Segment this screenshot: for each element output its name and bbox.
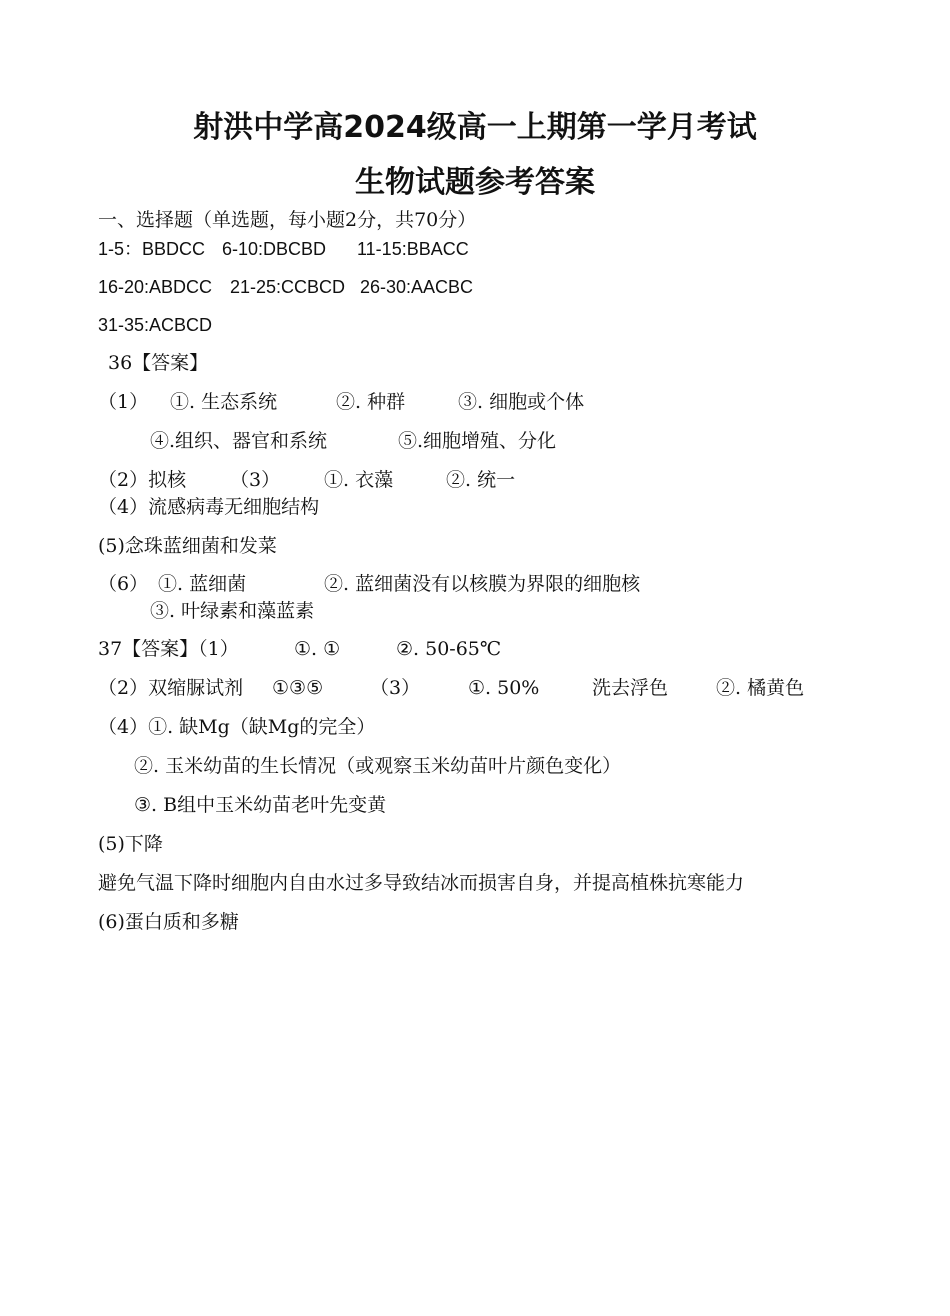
- q37-part6: (6)蛋白质和多糖: [98, 911, 239, 933]
- answer-row-3: 31-35:ACBCD: [98, 315, 213, 335]
- answer-group-16-20: 16-20:ABDCC: [98, 277, 213, 297]
- q36-part1-cont: [150, 429, 850, 453]
- section1-heading: 一、选择题（单选题，每小题2分，共70分）: [98, 209, 477, 231]
- q36-part1-answer4: ④.组织、器官和系统: [150, 430, 328, 452]
- q37-part3-answer1-note: 洗去浮色: [592, 677, 669, 699]
- q36-part6-answer2: ②. 蓝细菌没有以核膜为界限的细胞核: [324, 573, 641, 595]
- q37-part3-answer2: ②. 橘黄色: [716, 677, 805, 699]
- q37-part4-answer2: ②. 玉米幼苗的生长情况（或观察玉米幼苗叶片颜色变化）: [134, 755, 622, 777]
- q36-part6-answer3: ③. 叶绿素和藻蓝素: [150, 600, 315, 622]
- answer-row-1: [98, 237, 898, 261]
- q36-part6: [98, 572, 898, 596]
- answer-row-2: [98, 275, 898, 299]
- q37-part5-explanation: 避免气温下降时细胞内自由水过多导致结冰而损害自身，并提高植株抗寒能力: [98, 872, 745, 894]
- q36-part4: （4）流感病毒无细胞结构: [98, 496, 320, 518]
- q37-part1: [98, 637, 898, 661]
- q36-part3-answer2: ②. 统一: [446, 469, 516, 491]
- q36-part1-answer2: ②. 种群: [336, 391, 406, 413]
- q37-part1-answer2: ②. 50-65℃: [396, 638, 502, 660]
- q36-label: 36【答案】: [108, 352, 209, 374]
- q36-part1: [98, 390, 898, 414]
- q36-part6-answer1: ①. 蓝细菌: [158, 573, 247, 595]
- q37-part2: （2）双缩脲试剂: [98, 677, 244, 699]
- q36-part3-number: （3）: [230, 469, 281, 491]
- q36-part1-answer3: ③. 细胞或个体: [458, 391, 585, 413]
- answer-group-1-5: 1-5：BBDCC: [98, 239, 206, 259]
- q36-part2-3: [98, 468, 898, 492]
- answer-group-26-30: 26-30:AACBC: [360, 277, 474, 297]
- answer-group-6-10: 6-10:DBCBD: [222, 239, 327, 259]
- q37-part1-answer1: ①. ①: [294, 638, 341, 660]
- q36-part1-answer1: ①. 生态系统: [170, 391, 278, 413]
- q37-part3-answer1: ①. 50%: [468, 677, 540, 699]
- q36-part1-number: （1）: [98, 391, 149, 413]
- q37-part2-3: [98, 676, 898, 700]
- q37-part2-options: ①③⑤: [272, 677, 324, 699]
- q36-part1-answer5: ⑤.细胞增殖、分化: [398, 430, 557, 452]
- q36-part5: (5)念珠蓝细菌和发菜: [98, 535, 277, 557]
- q36-part2: （2）拟核: [98, 469, 187, 491]
- answer-group-11-15: 11-15:BBACC: [357, 239, 469, 259]
- q37-label: 37【答案】（1）: [98, 638, 239, 660]
- document-title: 射洪中学高2024级高一上期第一学月考试: [193, 110, 757, 145]
- q37-part4-answer1: （4）①. 缺Mg（缺Mg的完全）: [98, 716, 376, 738]
- q37-part3-number: （3）: [370, 677, 421, 699]
- document-subtitle: 生物试题参考答案: [355, 165, 595, 200]
- q36-part6-number: （6）: [98, 573, 149, 595]
- q37-part5: (5)下降: [98, 833, 163, 855]
- q36-part3-answer1: ①. 衣藻: [324, 469, 394, 491]
- answer-group-21-25: 21-25:CCBCD: [230, 277, 346, 297]
- q37-part4-answer3: ③. B组中玉米幼苗老叶先变黄: [134, 794, 387, 816]
